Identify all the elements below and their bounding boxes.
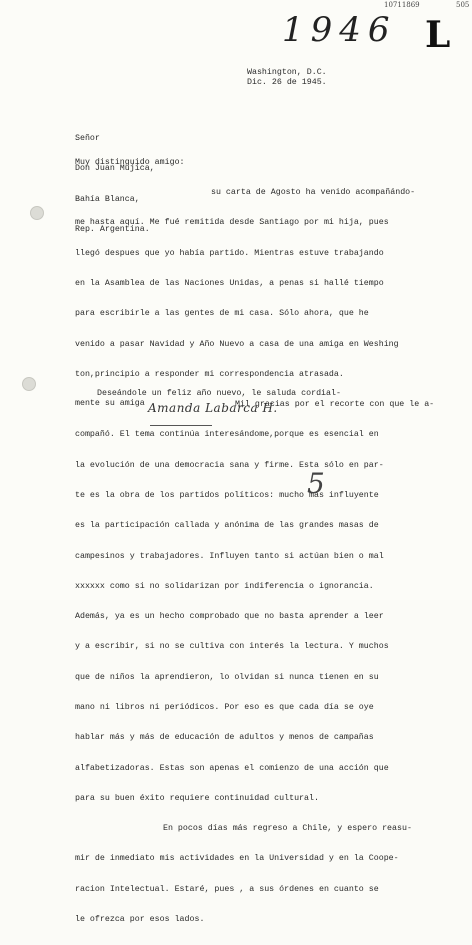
page-number: 505 [456, 1, 470, 9]
recipient-line: Señor [75, 134, 100, 144]
body-line: Además, ya es un hecho comprobado que no basta aprender a leer [75, 612, 384, 622]
body-line: para su buen éxito requiere continuidad cultural. [75, 793, 319, 803]
handwritten-bottom-mark: 5 [307, 467, 325, 500]
body-line: compañó. El tema continúa interesándome,porque es esencial en [75, 430, 379, 440]
signature-underline [150, 425, 212, 426]
body-line: mir de inmediato mis actividades en la Universidad y en la Coope- [75, 854, 399, 864]
body-line: la evolución de una democracia sana y firme. Esta sólo en par- [75, 460, 384, 470]
body-line: campesinos y trabajadores. Influyen tanto si actúan bien o mal [75, 551, 384, 561]
body-line: y a escribir, si no se cultiva con interés la lectura. Y muchos [75, 642, 389, 652]
body-line: que de niños la aprendieron, lo olvidan si nunca tienen en su [75, 672, 379, 682]
recipient-line: Bahía Blanca, [75, 194, 140, 204]
body-line: alfabetizadoras. Estas son apenas el comienzo de una acción que [75, 763, 389, 773]
body-line: hablar más y más de educación de adultos y menos de campañas [75, 733, 374, 743]
body-line: es la participación callada y anónima de las grandes masas de [75, 521, 379, 531]
punch-hole-bottom [22, 377, 36, 391]
body-line: llegó despues que yo había partido. Mientras estuve trabajando [75, 248, 384, 258]
letter-body [75, 168, 434, 945]
body-line: en la Asamblea de las Naciones Unidas, a penas si hallé tiempo [75, 279, 384, 289]
body-line: para escribirle a las gentes de mi casa. Sólo ahora, que he [75, 309, 369, 319]
recipient-line: Rep. Argentina. [75, 225, 150, 235]
handwritten-signature: Amanda Labarca H. [148, 401, 278, 415]
body-line: me hasta aquí. Me fué remitida desde Santiago por mi hija, pues [75, 218, 389, 228]
body-line: venido a pasar Navidad y Año Nuevo a casa de una amiga en Weshing [75, 339, 399, 349]
recipient-line: Don Juan Mujica, [75, 164, 155, 174]
body-line: Mil gracias por el recorte con que le a- [235, 400, 435, 410]
letter-date: Dic. 26 de 1945. [247, 78, 327, 87]
punch-hole-top [30, 206, 44, 220]
body-line: su carta de Agosto ha venido acompañándo- [211, 188, 416, 198]
body-line: mano ni libros ni periódicos. Por eso es que cada día se oye [75, 702, 374, 712]
body-line: ton,principio a responder mi correspondencia atrasada. [75, 369, 344, 379]
body-line: racion Intelectual. Estaré, pues , a sus órdenes en cuanto se [75, 884, 379, 894]
handwritten-corner-letter: L [425, 14, 451, 56]
closing-line-2: mente su amiga [75, 399, 145, 408]
body-line: xxxxxx como si no solidarizan por indiferencia o ignorancia. [75, 581, 374, 591]
letter-place: Washington, D.C. [247, 68, 327, 77]
archive-number: 10711869 [384, 1, 420, 9]
closing-line: Deseándole un feliz año nuevo, le saluda cordial- [97, 389, 341, 398]
body-line: le ofrezca por esos lados. [75, 914, 205, 924]
body-line: te es la obra de los partidos políticos: mucho más influyente [75, 491, 379, 500]
handwritten-year: 1946 [282, 10, 397, 50]
body-line: En pocos días más regreso a Chile, y espero reasu- [163, 824, 412, 834]
salutation: Muy distinguido amigo: [75, 158, 185, 167]
